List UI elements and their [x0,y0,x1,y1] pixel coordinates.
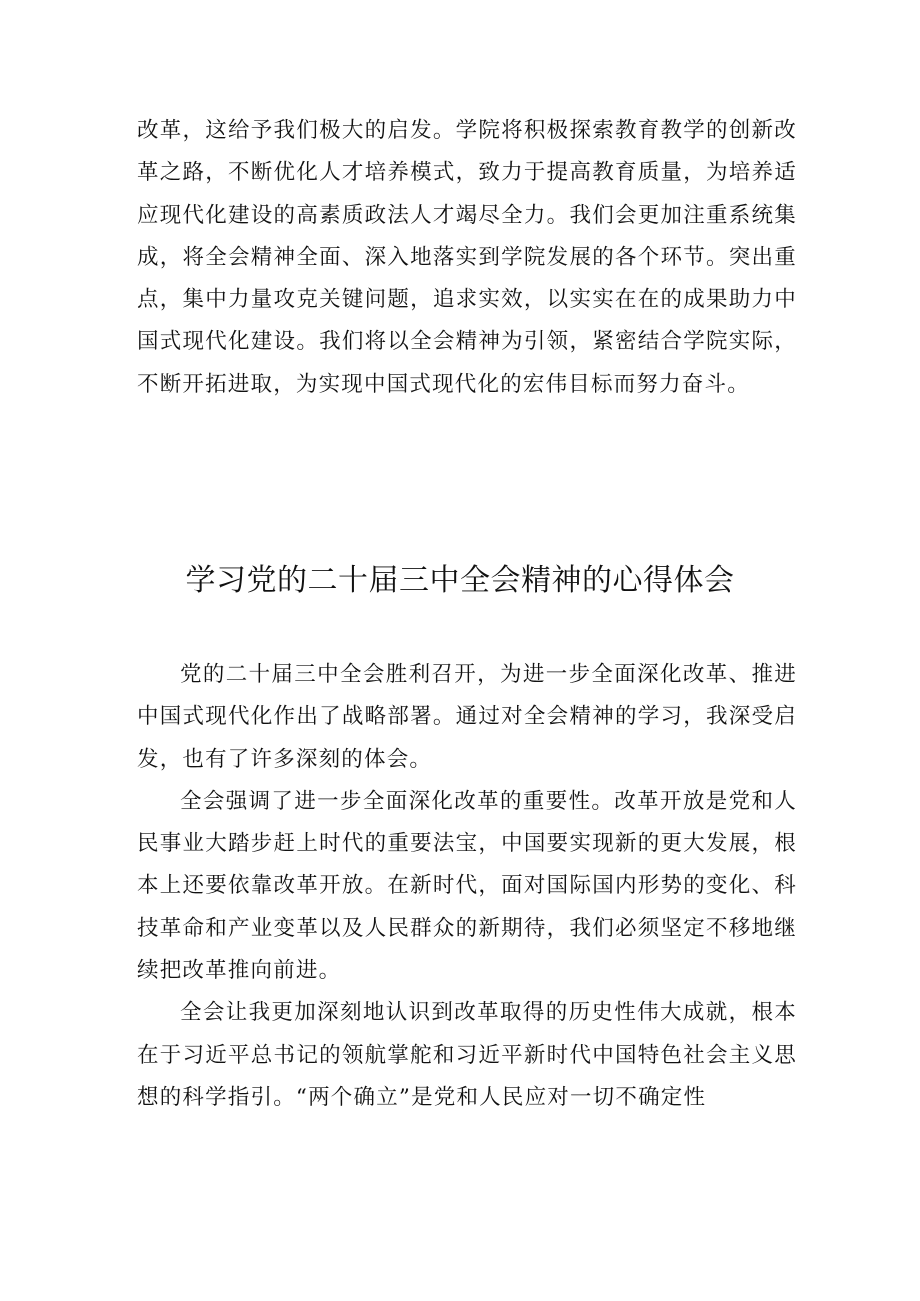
document-title: 学习党的二十届三中全会精神的心得体会 [185,563,735,598]
body-paragraph: 全会强调了进一步全面深化改革的重要性。改革开放是党和人民事业大踏步赶上时代的重要法宝，中国要实现新的更大发展，根本上还要依靠改革开放。在新时代，面对国际国内形势的变化、科技革命和产业变革以及人民群众的新期待，我们必须坚定不移地继续把改革推向前进。 [137,788,797,984]
intro-paragraph: 改革，这给予我们极大的启发。学院将积极探索教育教学的创新改革之路，不断优化人才培养模式，致力于提高教育质量，为培养适应现代化建设的高素质政法人才竭尽全力。我们会更加注重系统集成，将全会精神全面、深入地落实到学院发展的各个环节。突出重点，集中力量攻克关键问题，追求实效，以实实在在的成果助力中国式现代化建设。我们将以全会精神为引领，紧密结合学院实际，不断开拓进取，为实现中国式现代化的宏伟目标而努力奋斗。 [137,118,797,397]
body-paragraph: 党的二十届三中全会胜利召开，为进一步全面深化改革、推进中国式现代化作出了战略部署。通过对全会精神的学习，我深受启发，也有了许多深刻的体会。 [137,662,797,772]
body-paragraph: 全会让我更加深刻地认识到改革取得的历史性伟大成就，根本在于习近平总书记的领航掌舵和习近平新时代中国特色社会主义思想的科学指引。“两个确立”是党和人民应对一切不确定性 [137,1000,797,1110]
document-body [137,654,797,1119]
